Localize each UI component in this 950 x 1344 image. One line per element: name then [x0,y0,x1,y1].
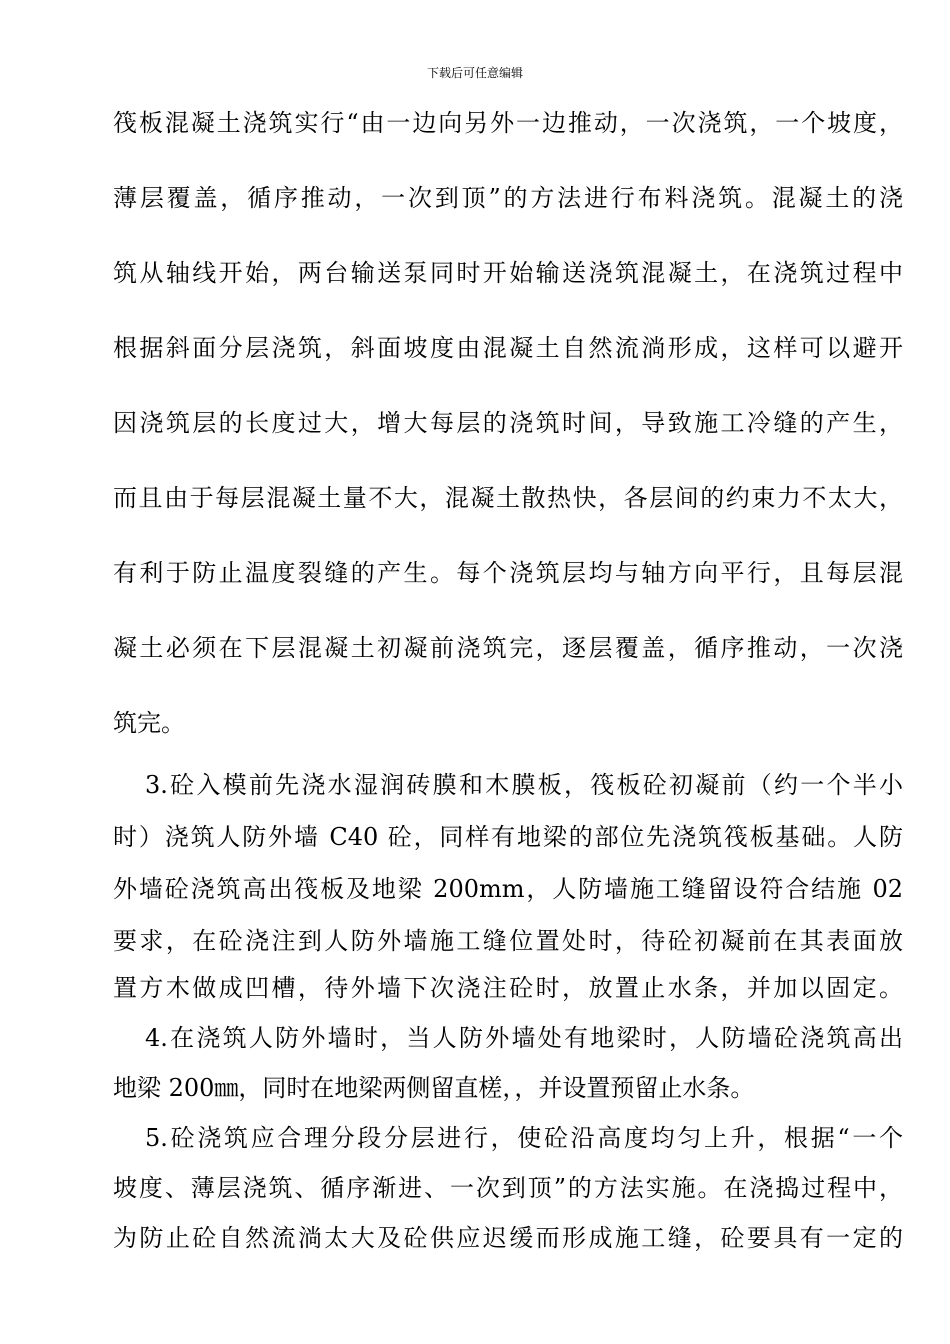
text-line: 为防止砼自然流淌太大及砼供应迟缓而形成施工缝，砼要具有一定的 [113,1224,903,1252]
text-line: 置方木做成凹槽，待外墙下次浇注砼时，放置止水条，并加以固定。 [113,974,903,1002]
text-line: 薄层覆盖，循序推动，一次到顶”的方法进行布料浇筑。混凝土的浇 [113,184,903,212]
text-line: 坡度、薄层浇筑、循序渐进、一次到顶”的方法实施。在浇捣过程中， [113,1174,903,1202]
page-header: 下载后可任意编辑 [426,66,523,80]
text-line: 要求，在砼浇注到人防外墙施工缝位置处时，待砼初凝前在其表面放 [113,927,903,955]
paragraph-item-5: 5.砼浇筑应合理分段分层进行，使砼沿高度均匀上升，根据“一个 [145,1124,903,1152]
text-line: 凝土必须在下层混凝土初凝前浇筑完，逐层覆盖，循序推动，一次浇 [113,634,903,662]
text-line: 外墙砼浇筑高出筏板及地梁 200mm，人防墙施工缝留设符合结施 02 [113,875,903,903]
text-line: 有利于防止温度裂缝的产生。每个浇筑层均与轴方向平行，且每层混 [113,559,903,587]
text-line: 而且由于每层混凝土量不大，混凝土散热快，各层间的约束力不太大， [113,484,903,512]
text-line: 时）浇筑人防外墙 C40 砼，同样有地梁的部位先浇筑筏板基础。人防 [113,823,903,851]
text-line: 因浇筑层的长度过大，增大每层的浇筑时间，导致施工冷缝的产生， [113,409,903,437]
paragraph-item-3: 3.砼入模前先浇水湿润砖膜和木膜板，筏板砼初凝前（约一个半小 [145,771,903,799]
text-line: 地梁 200㎜，同时在地梁两侧留直槎，，并设置预留止水条。 [113,1074,755,1102]
text-line: 根据斜面分层浇筑，斜面坡度由混凝土自然流淌形成，这样可以避开 [113,334,903,362]
text-line: 筑完。 [113,709,185,737]
paragraph-item-4: 4.在浇筑人防外墙时，当人防外墙处有地梁时，人防墙砼浇筑高出 [145,1024,903,1052]
text-line: 筑从轴线开始，两台输送泵同时开始输送浇筑混凝土，在浇筑过程中 [113,259,903,287]
text-line: 筏板混凝土浇筑实行“由一边向另外一边推动，一次浇筑，一个坡度， [113,109,903,137]
